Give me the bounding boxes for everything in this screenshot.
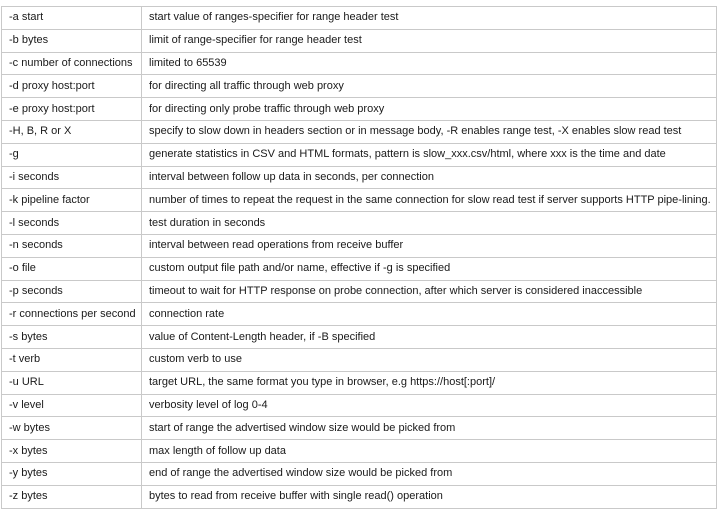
table-row	[2, 98, 717, 121]
table-row	[2, 326, 717, 349]
option-flag: -a start	[2, 7, 142, 30]
option-description: connection rate	[142, 303, 717, 326]
table-row	[2, 29, 717, 52]
option-flag: -x bytes	[2, 440, 142, 463]
option-flag: -v level	[2, 394, 142, 417]
option-flag: -r connections per second	[2, 303, 142, 326]
table-row	[2, 257, 717, 280]
option-description: specify to slow down in headers section or in message body, -R enables range test, -X enables slow read test	[142, 120, 717, 143]
option-flag: -g	[2, 143, 142, 166]
option-flag: -l seconds	[2, 212, 142, 235]
option-flag: -n seconds	[2, 234, 142, 257]
option-flag: -i seconds	[2, 166, 142, 189]
option-description: value of Content-Length header, if -B specified	[142, 326, 717, 349]
option-description: max length of follow up data	[142, 440, 717, 463]
table-row	[2, 485, 717, 508]
table-row	[2, 234, 717, 257]
table-row	[2, 348, 717, 371]
option-flag: -s bytes	[2, 326, 142, 349]
option-flag: -p seconds	[2, 280, 142, 303]
option-description: bytes to read from receive buffer with single read() operation	[142, 485, 717, 508]
option-flag: -u URL	[2, 371, 142, 394]
table-row	[2, 394, 717, 417]
table-row	[2, 120, 717, 143]
option-flag: -w bytes	[2, 417, 142, 440]
option-flag: -c number of connections	[2, 52, 142, 75]
options-table	[1, 6, 717, 509]
option-description: test duration in seconds	[142, 212, 717, 235]
option-description: interval between read operations from receive buffer	[142, 234, 717, 257]
option-flag: -o file	[2, 257, 142, 280]
option-description: generate statistics in CSV and HTML formats, pattern is slow_xxx.csv/html, where xxx is the time and date	[142, 143, 717, 166]
option-description: start value of ranges-specifier for range header test	[142, 7, 717, 30]
option-flag: -b bytes	[2, 29, 142, 52]
option-description: limit of range-specifier for range header test	[142, 29, 717, 52]
option-description: limited to 65539	[142, 52, 717, 75]
table-row	[2, 212, 717, 235]
option-description: end of range the advertised window size would be picked from	[142, 462, 717, 485]
table-row	[2, 462, 717, 485]
options-table-body	[2, 7, 717, 509]
option-flag: -y bytes	[2, 462, 142, 485]
option-flag: -z bytes	[2, 485, 142, 508]
option-description: verbosity level of log 0-4	[142, 394, 717, 417]
table-row	[2, 303, 717, 326]
option-description: target URL, the same format you type in browser, e.g https://host[:port]/	[142, 371, 717, 394]
table-row	[2, 280, 717, 303]
table-row	[2, 417, 717, 440]
table-row	[2, 189, 717, 212]
table-row	[2, 371, 717, 394]
option-description: start of range the advertised window size would be picked from	[142, 417, 717, 440]
option-flag: -d proxy host:port	[2, 75, 142, 98]
table-row	[2, 166, 717, 189]
table-row	[2, 7, 717, 30]
option-flag: -k pipeline factor	[2, 189, 142, 212]
option-description: timeout to wait for HTTP response on probe connection, after which server is considered inaccessible	[142, 280, 717, 303]
option-description: for directing only probe traffic through web proxy	[142, 98, 717, 121]
table-row	[2, 440, 717, 463]
table-row	[2, 75, 717, 98]
option-flag: -t verb	[2, 348, 142, 371]
option-description: custom verb to use	[142, 348, 717, 371]
option-flag: -H, B, R or X	[2, 120, 142, 143]
table-row	[2, 52, 717, 75]
option-description: interval between follow up data in seconds, per connection	[142, 166, 717, 189]
option-description: for directing all traffic through web proxy	[142, 75, 717, 98]
option-flag: -e proxy host:port	[2, 98, 142, 121]
table-row	[2, 143, 717, 166]
option-description: number of times to repeat the request in the same connection for slow read test if server supports HTTP pipe-lining.	[142, 189, 717, 212]
option-description: custom output file path and/or name, effective if -g is specified	[142, 257, 717, 280]
